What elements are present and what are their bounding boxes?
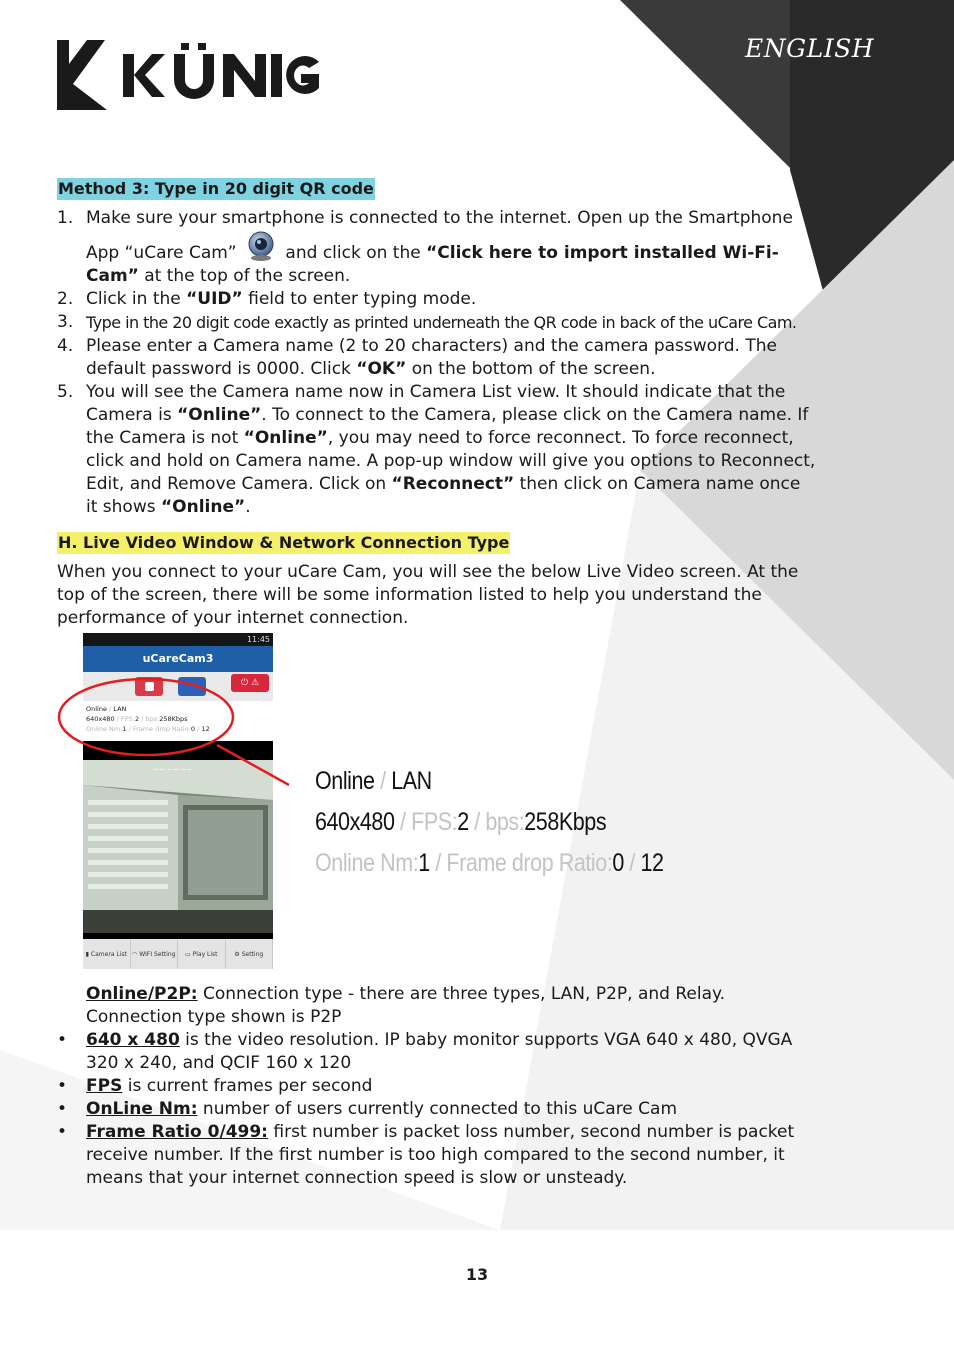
definition-item: • OnLine Nm: number of users currently connected to this uCare Cam — [57, 1099, 678, 1119]
definition-item: • FPS is current frames per second — [57, 1076, 373, 1096]
method3-steps — [57, 207, 817, 519]
zoom-line-connection: Online / LAN — [315, 767, 432, 795]
info-line-connection: Online / LAN — [86, 705, 127, 713]
content-body — [57, 178, 817, 1190]
page-number: 13 — [465, 1265, 489, 1284]
definition-item: • 640 x 480 is the video resolution. IP baby monitor supports VGA 640 x 480, QVGA 320 x 240, and QCIF 160 x 120 — [57, 1030, 793, 1073]
definition-item: Online/P2P: Connection type - there are three types, LAN, P2P, and Relay. Connection type shown is P2P — [86, 984, 726, 1027]
bottom-tab-bar — [83, 939, 273, 969]
method3-heading: Method 3: Type in 20 digit QR code — [58, 179, 374, 198]
section-h-heading: H. Live Video Window & Network Connection Type — [58, 533, 510, 552]
ucare-cam-app-icon — [245, 230, 277, 262]
section-h-intro: When you connect to your uCare Cam, you will see the below Live Video screen. At the top of the screen, there will be some information listed to help you understand the performance of your internet connection. — [57, 562, 799, 628]
definition-item: • Frame Ratio 0/499: first number is packet loss number, second number is packet receive number. If the first number is too high compared to the second number, it means that your internet connection speed is slow or unsteady. — [57, 1122, 795, 1188]
language-label: ENGLISH — [745, 34, 875, 63]
gear-icon: ⚙ — [234, 950, 240, 958]
alarm-button[interactable]: ⏻ ⚠ — [231, 674, 269, 692]
svg-text:~~ ~~ ~~: ~~ ~~ ~~ — [153, 766, 193, 774]
connection-info-zoomed — [315, 761, 664, 884]
play-list-icon: ▭ — [184, 950, 191, 958]
step-5: 5. You will see the Camera name now in Camera List view. It should indicate that the Camera is “Online”. To connect to the Camera, please click on the Camera name. If the Camera is not “Online”, you may need to force reconnect. To force reconnect, click and hold on Camera name. A pop-up window will give you options to Reconnect, Edit, and Remove Camera. Click on “Reconnect” then click on Camera name once it shows “Online”. — [57, 382, 816, 517]
tab-wifi-setting[interactable]: ◠ WIFI Setting — [131, 939, 179, 969]
zoom-line-resolution: 640x480 / FPS:2 / bps:258Kbps — [315, 808, 607, 836]
step-2: 2. Click in the “UID” field to enter typing mode. — [57, 289, 477, 309]
wifi-icon: ◠ — [131, 950, 138, 958]
callout-line — [217, 745, 289, 785]
live-video-illustration — [57, 633, 817, 978]
info-line-resolution: 640x480 / FPS:2 / bps:258Kbps — [86, 715, 188, 723]
app-title-bar: uCareCam3 — [83, 646, 273, 672]
zoom-line-users: Online Nm:1 / Frame drop Ratio:0 / 12 — [315, 849, 664, 877]
definitions-list — [57, 983, 817, 1190]
highlight-ellipse — [59, 679, 233, 755]
info-line-users: Online Nm:1 / Frame drop Ratio:0 / 12 — [86, 725, 210, 733]
step-3: 3. Type in the 20 digit code exactly as printed underneath the QR code in back of the uCare Cam. — [57, 312, 797, 332]
tab-play-list[interactable]: ▭ Play List — [178, 939, 226, 969]
status-time: 11:45 — [246, 635, 270, 644]
tab-camera-list[interactable]: ▮ Camera List — [83, 939, 131, 969]
camera-list-icon: ▮ — [85, 950, 89, 958]
konig-logo — [57, 40, 322, 110]
step-1: 1. Make sure your smartphone is connected to the internet. Open up the Smartphone App “uCare Cam” and click on the “Click here to import installed Wi-Fi-Cam” at the top of the screen. — [57, 208, 793, 286]
tab-setting[interactable]: ⚙ Setting — [226, 939, 274, 969]
step-4: 4. Please enter a Camera name (2 to 20 characters) and the camera password. The default password is 0000. Click “OK” on the bottom of the screen. — [57, 336, 777, 379]
